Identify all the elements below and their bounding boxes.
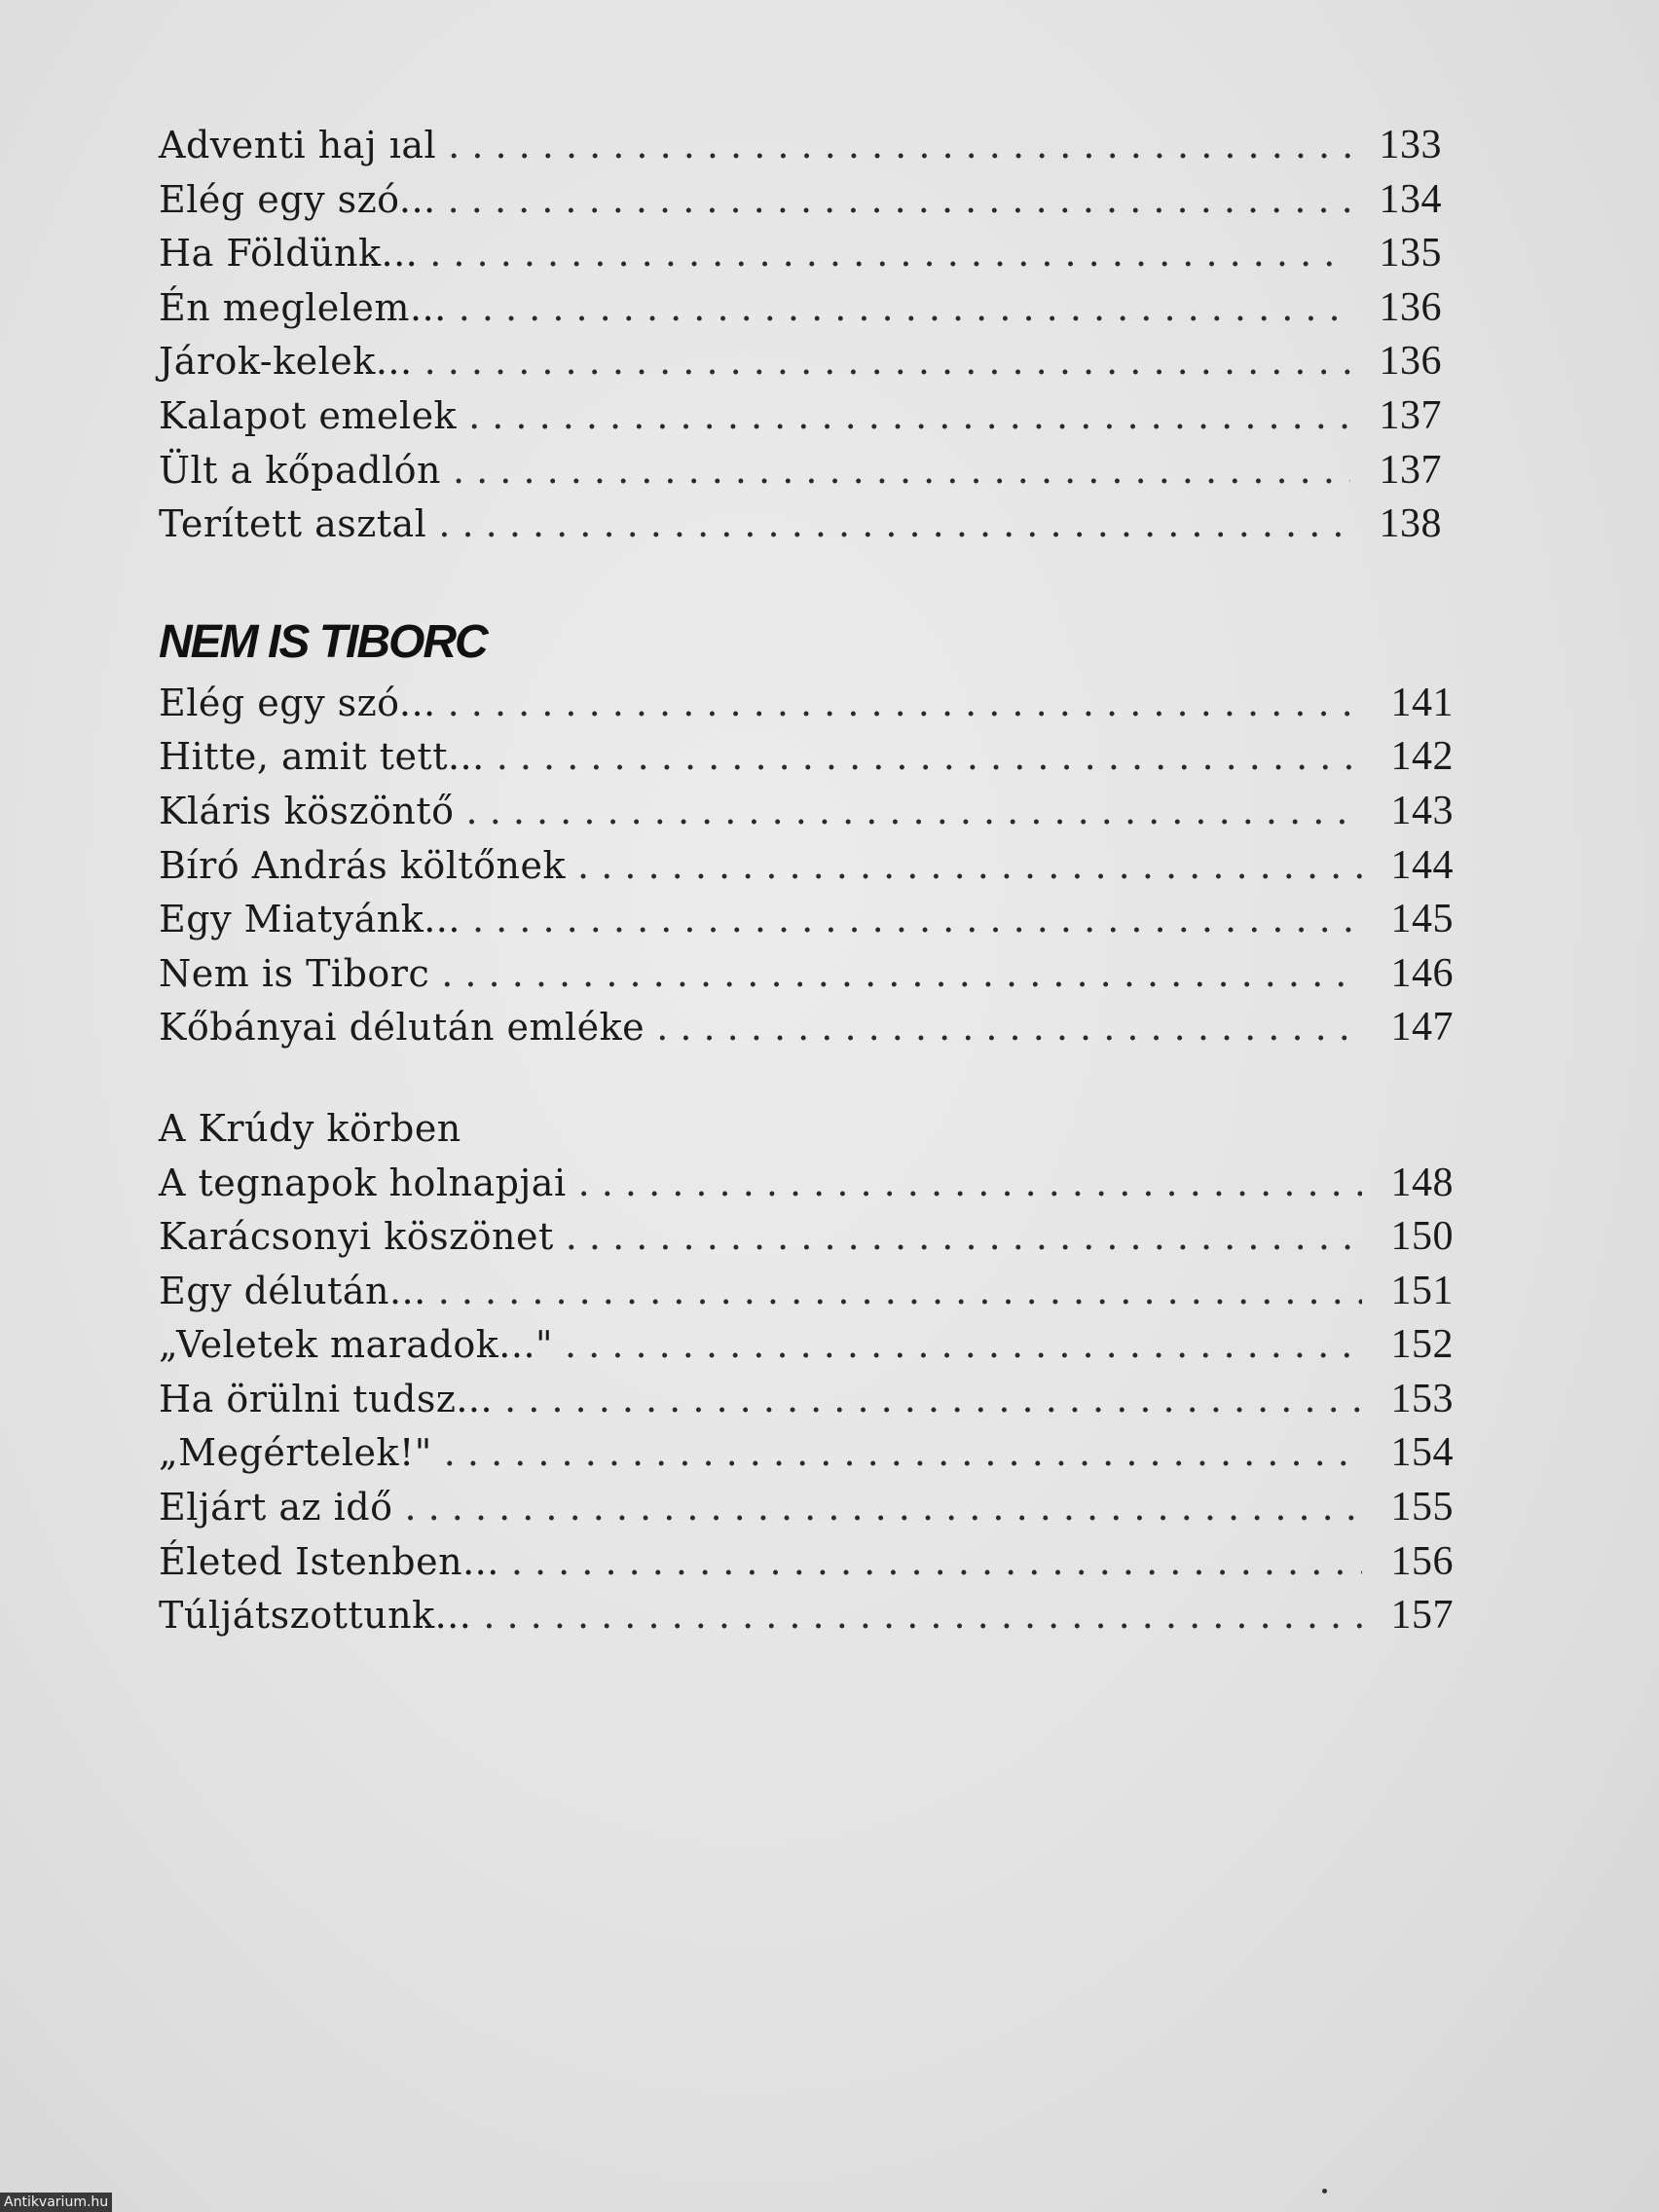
- leader-dots: [448, 119, 1350, 173]
- toc-entry: [159, 785, 1454, 839]
- toc-block-1: [159, 119, 1454, 552]
- entry-page-number: 138: [1379, 501, 1442, 547]
- toc-entry: [159, 389, 1454, 444]
- toc-entry: [159, 1589, 1454, 1643]
- section-heading: NEM IS TIBORC: [159, 615, 487, 668]
- entry-title: Kőbányai délután emléke: [159, 1006, 645, 1050]
- leader-dots: [483, 1589, 1362, 1643]
- entry-title: Túljátszottunk...: [159, 1594, 472, 1638]
- leader-dots: [472, 893, 1362, 947]
- entry-page-number: 142: [1390, 734, 1454, 780]
- entry-page-number: 148: [1390, 1160, 1454, 1205]
- leader-dots: [566, 1210, 1362, 1265]
- entry-page-number: 136: [1379, 339, 1442, 385]
- print-speck: [1322, 2189, 1327, 2194]
- toc-entry: [159, 119, 1454, 173]
- leader-dots: [578, 1157, 1362, 1211]
- toc-entry: [159, 730, 1454, 785]
- leader-dots: [444, 1426, 1362, 1481]
- leader-dots: [429, 227, 1350, 281]
- entry-page-number: 137: [1379, 392, 1442, 438]
- leader-dots: [504, 1373, 1362, 1427]
- leader-dots: [441, 947, 1362, 1002]
- entry-page-number: 155: [1390, 1485, 1454, 1530]
- entry-page-number: 144: [1390, 842, 1454, 888]
- entry-title: „Megértelek!": [159, 1431, 432, 1475]
- entry-page-number: 137: [1379, 447, 1442, 493]
- entry-title: Életed Istenben...: [159, 1539, 499, 1583]
- leader-dots: [656, 1001, 1362, 1055]
- entry-title: Járok-kelek...: [159, 340, 413, 384]
- toc-entry: [159, 1481, 1454, 1535]
- entry-page-number: 145: [1390, 897, 1454, 942]
- leader-dots: [448, 173, 1350, 228]
- leader-dots: [468, 389, 1350, 444]
- entry-page-number: 143: [1390, 788, 1454, 833]
- leader-dots: [577, 839, 1362, 894]
- toc-entry: [159, 1001, 1454, 1055]
- entry-page-number: 146: [1390, 950, 1454, 996]
- toc-entry: [159, 498, 1454, 552]
- entry-page-number: 154: [1390, 1430, 1454, 1476]
- toc-entry: [159, 444, 1454, 498]
- leader-dots: [511, 1535, 1362, 1590]
- leader-dots: [404, 1481, 1362, 1535]
- entry-page-number: 133: [1379, 123, 1442, 167]
- toc-entry: [159, 1265, 1454, 1319]
- table-of-contents: [159, 119, 1454, 1643]
- entry-page-number: 134: [1379, 176, 1442, 222]
- leader-dots: [453, 444, 1350, 498]
- entry-title: Kláris köszöntő: [159, 789, 455, 832]
- entry-page-number: 151: [1390, 1268, 1454, 1313]
- leader-dots: [448, 677, 1362, 731]
- entry-title: Egy Miatyánk...: [159, 898, 461, 941]
- entry-title: Kalapot emelek: [159, 393, 458, 437]
- entry-page-number: 147: [1390, 1005, 1454, 1051]
- toc-block-2: [159, 677, 1454, 1055]
- entry-title: Ha örülni tudsz...: [159, 1377, 494, 1420]
- toc-entry: [159, 947, 1454, 1002]
- entry-title: Ha Földünk...: [159, 232, 419, 276]
- entry-title: Elég egy szó...: [159, 177, 436, 221]
- toc-entry: [159, 1318, 1454, 1373]
- leader-dots: [438, 1265, 1362, 1319]
- leader-dots: [565, 1318, 1362, 1373]
- toc-entry: [159, 173, 1454, 228]
- toc-entry: [159, 893, 1454, 947]
- toc-entry: [159, 227, 1454, 281]
- subsection-label: A Krúdy körben: [159, 1106, 461, 1150]
- entry-page-number: 150: [1390, 1214, 1454, 1260]
- entry-title: Nem is Tiborc: [159, 951, 430, 995]
- entry-title: Bíró András költőnek: [159, 843, 567, 887]
- leader-dots: [459, 281, 1350, 336]
- entry-page-number: 157: [1390, 1593, 1454, 1639]
- toc-entry: [159, 1535, 1454, 1590]
- toc-entry: [159, 281, 1454, 336]
- entry-page-number: 141: [1390, 680, 1454, 725]
- entry-title: Terített asztal: [159, 502, 427, 546]
- leader-dots: [466, 785, 1362, 839]
- entry-title: Ült a kőpadlón: [159, 448, 441, 492]
- entry-title: „Veletek maradok...": [159, 1323, 554, 1367]
- toc-entry: [159, 1426, 1454, 1481]
- toc-entry: [159, 1373, 1454, 1427]
- entry-title: Én meglelem...: [159, 285, 447, 329]
- toc-entry: [159, 839, 1454, 894]
- entry-title: Elég egy szó...: [159, 681, 436, 724]
- entry-title: Karácsonyi köszönet: [159, 1215, 554, 1259]
- entry-title: Adventi haj ıal: [159, 124, 437, 166]
- toc-entry: [159, 677, 1454, 731]
- toc-entry: [159, 335, 1454, 389]
- entry-title: Egy délután...: [159, 1269, 426, 1312]
- entry-page-number: 152: [1390, 1322, 1454, 1368]
- entry-title: Eljárt az idő: [159, 1486, 393, 1530]
- entry-page-number: 136: [1379, 284, 1442, 330]
- leader-dots: [438, 498, 1350, 552]
- entry-page-number: 156: [1390, 1538, 1454, 1584]
- watermark: Antikvarium.hu: [0, 2193, 112, 2212]
- leader-dots: [497, 730, 1362, 785]
- toc-block-3: [159, 1157, 1454, 1643]
- toc-entry: [159, 1210, 1454, 1265]
- entry-page-number: 153: [1390, 1376, 1454, 1421]
- entry-title: A tegnapok holnapjai: [159, 1161, 567, 1204]
- leader-dots: [424, 335, 1350, 389]
- toc-entry: [159, 1157, 1454, 1211]
- entry-page-number: 135: [1379, 231, 1442, 276]
- entry-title: Hitte, amit tett...: [159, 735, 485, 779]
